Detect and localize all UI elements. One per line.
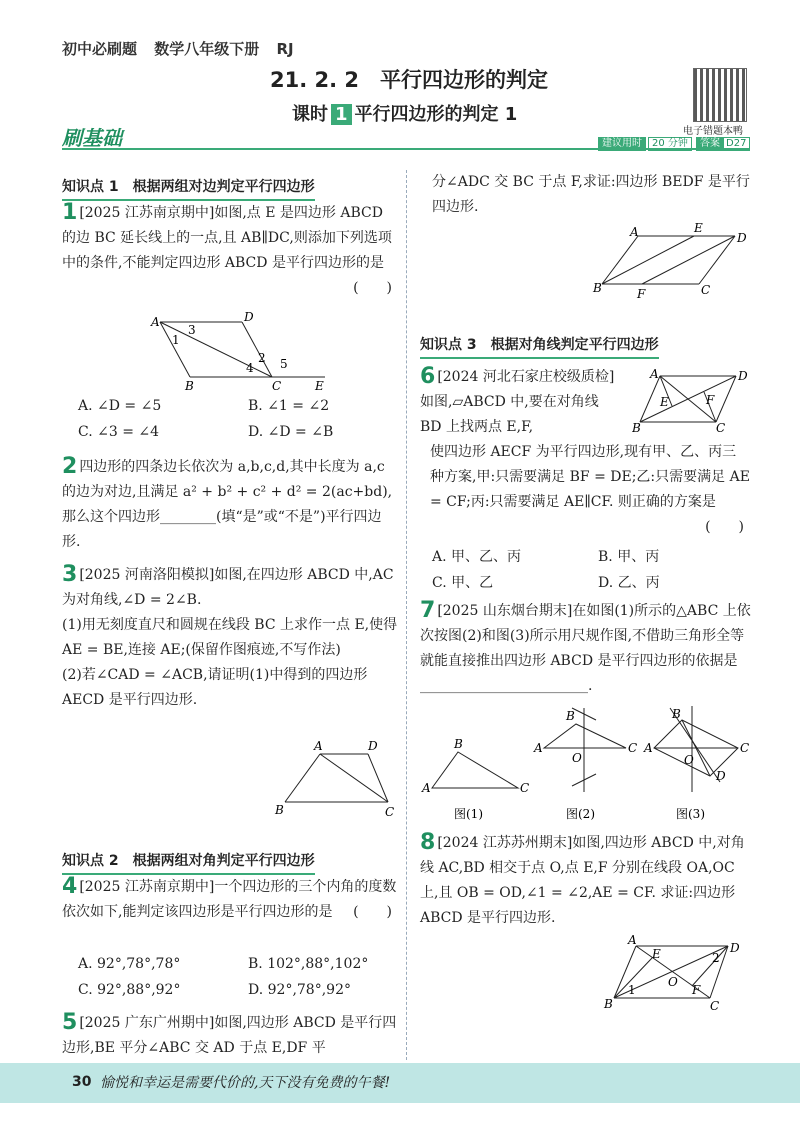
q8-angle-1: 1 bbox=[628, 983, 636, 997]
kp3-heading: 知识点 3 根据对角线判定平行四边形 bbox=[420, 334, 659, 359]
q8-angle-2: 2 bbox=[712, 951, 720, 965]
q1-text: [2025 江苏南京期中]如图,点 E 是四边形 ABCD 的边 BC 延长线上的一点,且 AB∥DC,则添加下列选项中的条件,不能判定四边形 ABCD 是平行四边形的是 bbox=[62, 205, 392, 271]
page-number: 30 bbox=[72, 1074, 92, 1090]
brand-label: 刷基础 bbox=[62, 126, 122, 150]
q7-f2-label-A: A bbox=[534, 741, 543, 755]
q5-continued: 分∠ADC 交 BC 于点 F,求证:四边形 BEDF 是平行四边形. bbox=[432, 174, 750, 215]
q5-figure bbox=[590, 222, 755, 302]
q6-text-head: [2024 河北石家庄校级质检]如图,▱ABCD 中,要在对角线 BD 上找两点 E,F, bbox=[420, 369, 615, 435]
kp2-heading: 知识点 2 根据两组对角判定平行四边形 bbox=[62, 850, 315, 875]
q4-option-b[interactable]: B. 102°,88°,102° bbox=[248, 956, 369, 972]
q1-option-c[interactable]: C. ∠3 = ∠4 bbox=[78, 424, 160, 440]
q6-option-d[interactable]: D. 乙、丙 bbox=[598, 575, 660, 591]
q3-part1: (1)用无刻度直尺和圆规在线段 BC 上求作一点 E,使得 AE = BE,连接 AE;(保留作图痕迹,不写作法) bbox=[62, 617, 398, 658]
q1-label-D: D bbox=[244, 310, 254, 324]
q3-number: 3 bbox=[62, 562, 78, 587]
section-title: 21. 2. 2 平行四边形的判定 bbox=[270, 68, 549, 92]
q1-figure bbox=[150, 310, 340, 392]
q1-option-d[interactable]: D. ∠D = ∠B bbox=[248, 424, 334, 440]
q5-label-A: A bbox=[630, 225, 639, 239]
q4-option-c[interactable]: C. 92°,88°,92° bbox=[78, 982, 181, 998]
lesson-prefix: 课时 bbox=[292, 104, 328, 125]
q5-label-D: D bbox=[737, 231, 747, 245]
q1-label-E: E bbox=[315, 379, 324, 392]
q1-number: 1 bbox=[62, 200, 78, 225]
book-title: 初中必刷题 bbox=[62, 40, 138, 58]
q6-figure bbox=[632, 366, 750, 432]
q6-label-B: B bbox=[632, 421, 641, 432]
kp1-heading: 知识点 1 根据两组对边判定平行四边形 bbox=[62, 176, 315, 201]
q7-number: 7 bbox=[420, 598, 436, 623]
q3-figure bbox=[270, 738, 400, 820]
q1-angle-5: 5 bbox=[280, 357, 288, 371]
book-edition: RJ bbox=[276, 40, 294, 58]
q7-f3-label-O: O bbox=[684, 753, 694, 767]
column-divider bbox=[406, 170, 407, 1060]
q7-f2-label-C: C bbox=[628, 741, 638, 755]
q3-label-D: D bbox=[368, 739, 378, 753]
q8-label-E: E bbox=[652, 947, 661, 961]
q1-option-a[interactable]: A. ∠D = ∠5 bbox=[78, 398, 162, 414]
q6-option-a[interactable]: A. 甲、乙、丙 bbox=[432, 549, 522, 565]
q8 bbox=[420, 830, 752, 931]
q5-label-E: E bbox=[694, 222, 703, 235]
lesson-number: 1 bbox=[331, 104, 352, 125]
q1-angle-2: 2 bbox=[258, 351, 266, 365]
q7-caption-3: 图(3) bbox=[676, 807, 705, 821]
q8-label-D: D bbox=[730, 941, 740, 955]
q7-caption-2: 图(2) bbox=[566, 807, 595, 821]
answer-value: D27 bbox=[722, 137, 750, 151]
book-subject: 数学八年级下册 bbox=[154, 40, 260, 58]
q7-f3-label-D: D bbox=[716, 769, 726, 783]
q6-label-D: D bbox=[738, 369, 748, 383]
q3-part2: (2)若∠CAD = ∠ACB,请证明(1)中得到的四边形 AECD 是平行四边形. bbox=[62, 667, 368, 708]
q5-label-F: F bbox=[637, 287, 646, 301]
q7-figures bbox=[420, 700, 752, 822]
q7-f2-label-B: B bbox=[566, 709, 575, 723]
qr-code-icon[interactable] bbox=[693, 68, 747, 122]
q6 bbox=[420, 364, 620, 440]
q2 bbox=[62, 454, 398, 555]
q5-number: 5 bbox=[62, 1010, 78, 1035]
q2-number: 2 bbox=[62, 454, 78, 479]
q4-paren: ( ) bbox=[353, 904, 392, 920]
q3-label-B: B bbox=[275, 803, 284, 817]
lesson-name: 平行四边形的判定 1 bbox=[354, 104, 518, 125]
qr-label: 电子错题本鸭 bbox=[683, 126, 743, 137]
q6-body bbox=[430, 440, 750, 540]
q8-label-C: C bbox=[710, 999, 720, 1012]
book-header bbox=[62, 38, 306, 59]
q1-label-A: A bbox=[151, 315, 160, 329]
q8-label-B: B bbox=[604, 997, 613, 1011]
time-value: 20 分钟 bbox=[648, 137, 692, 151]
q8-number: 8 bbox=[420, 830, 436, 855]
basics-band bbox=[62, 128, 750, 150]
q6-number: 6 bbox=[420, 364, 436, 389]
q2-text: 四边形的四条边长依次为 a,b,c,d,其中长度为 a,c 的边为对边,且满足 a² + b² + c² + d² = 2(ac+bd),那么这个四边形________(填“是”或“不是”)平行四边形. bbox=[62, 459, 393, 550]
q7-f3-label-C: C bbox=[740, 741, 750, 755]
answer-chip: 答案 bbox=[696, 137, 724, 151]
q6-text: 使四边形 AECF 为平行四边形,现有甲、乙、丙三种方案,甲:只需要满足 BF = DE;乙:只需要满足 AE = CF;丙:只需要满足 AE∥CF. 则正确的方案是 bbox=[430, 444, 750, 510]
q4 bbox=[62, 874, 398, 925]
q1-angle-1: 1 bbox=[172, 333, 180, 347]
q1-label-C: C bbox=[272, 379, 282, 392]
q5-label-B: B bbox=[593, 281, 602, 295]
q8-figure bbox=[600, 932, 750, 1012]
q7-f3-label-B: B bbox=[672, 707, 681, 721]
q7-caption-1: 图(1) bbox=[454, 807, 483, 821]
q1-label-B: B bbox=[185, 379, 194, 392]
q7-f1-label-C: C bbox=[520, 781, 530, 795]
q1-option-b[interactable]: B. ∠1 = ∠2 bbox=[248, 398, 330, 414]
q8-label-A: A bbox=[628, 933, 637, 947]
q3-label-A: A bbox=[314, 739, 323, 753]
q3-text: [2025 河南洛阳模拟]如图,在四边形 ABCD 中,AC 为对角线,∠D = 2∠B. bbox=[62, 567, 394, 608]
q7-f3-label-A: A bbox=[644, 741, 653, 755]
q5-text: [2025 广东广州期中]如图,四边形 ABCD 是平行四边形,BE 平分∠ABC 交 AD 于点 E,DF 平 bbox=[62, 1015, 397, 1056]
q1-angle-4: 4 bbox=[246, 361, 254, 375]
q5-label-C: C bbox=[701, 283, 711, 297]
q3-label-C: C bbox=[385, 805, 395, 819]
q6-label-F: F bbox=[706, 393, 715, 407]
q4-number: 4 bbox=[62, 874, 78, 899]
q8-label-O: O bbox=[668, 975, 678, 989]
q4-option-d[interactable]: D. 92°,78°,92° bbox=[248, 982, 351, 998]
q7 bbox=[420, 598, 752, 699]
time-chip: 建议用时 bbox=[598, 137, 646, 151]
footer-motto: 愉悦和幸运是需要代价的,天下没有免费的午餐! bbox=[100, 1075, 391, 1091]
q6-option-b[interactable]: B. 甲、丙 bbox=[598, 549, 660, 565]
q7-f2-label-O: O bbox=[572, 751, 582, 765]
q4-option-a[interactable]: A. 92°,78°,78° bbox=[78, 956, 181, 972]
q8-label-F: F bbox=[692, 983, 701, 997]
q5 bbox=[62, 1010, 398, 1061]
q6-label-E: E bbox=[660, 395, 669, 409]
q4-text: [2025 江苏南京期中]一个四边形的三个内角的度数依次如下,能判定该四边形是平行四边形的是 bbox=[62, 879, 397, 920]
q6-label-A: A bbox=[650, 367, 659, 381]
q6-label-C: C bbox=[716, 421, 726, 432]
q7-text: [2025 山东烟台期末]在如图(1)所示的△ABC 上依次按图(2)和图(3)所示用尺规作图,不借助三角形全等就能直接推出四边形 ABCD 是平行四边形的依据是________________________. bbox=[420, 603, 751, 694]
q3 bbox=[62, 562, 398, 713]
q7-f1-label-A: A bbox=[422, 781, 431, 795]
lesson-title bbox=[292, 100, 517, 126]
q6-option-c[interactable]: C. 甲、乙 bbox=[432, 575, 494, 591]
q8-text: [2024 江苏苏州期末]如图,四边形 ABCD 中,对角线 AC,BD 相交于点 O,点 E,F 分别在线段 OA,OC 上,且 OB = OD,∠1 = ∠2,AE = CF. 求证:四边形 ABCD 是平行四边形. bbox=[420, 835, 745, 926]
q1 bbox=[62, 200, 398, 301]
q1-paren: ( ) bbox=[353, 280, 392, 296]
q7-f1-label-B: B bbox=[454, 737, 463, 751]
q6-paren: ( ) bbox=[705, 519, 744, 535]
q1-angle-3: 3 bbox=[188, 323, 196, 337]
